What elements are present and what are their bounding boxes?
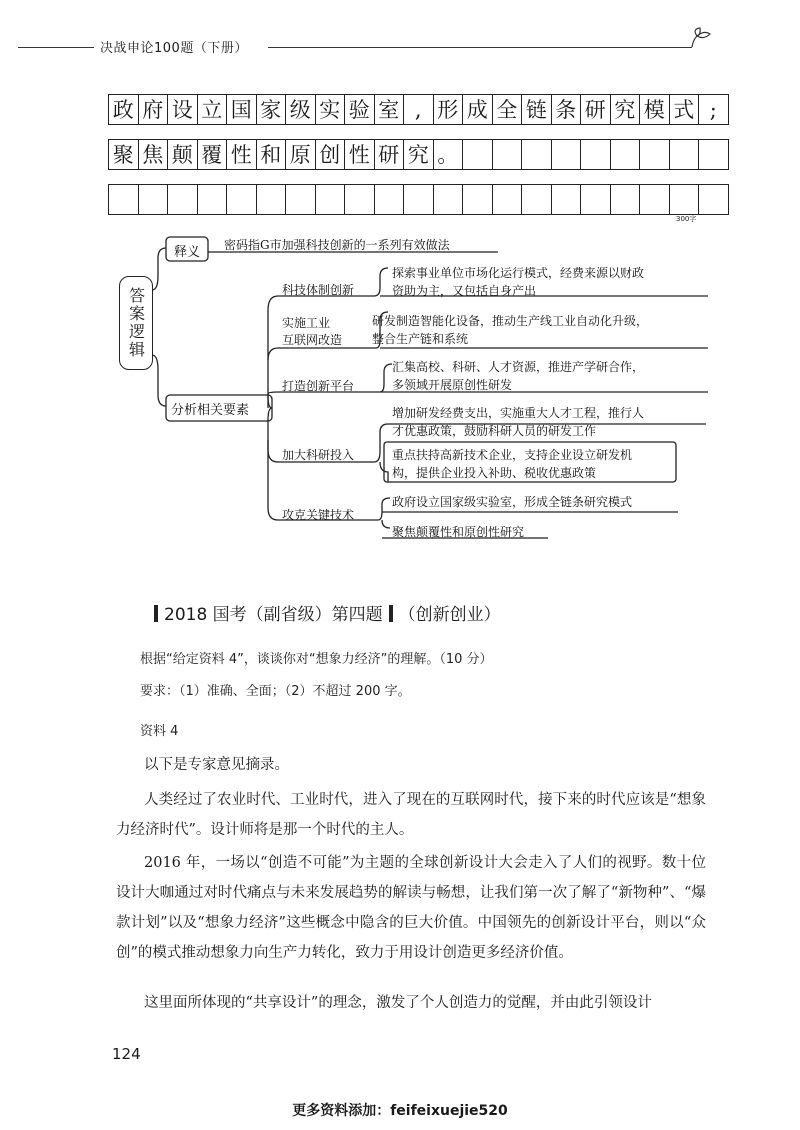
grid-cell: 性 <box>345 140 375 170</box>
grid-cell: 焦 <box>138 140 168 170</box>
section-topic: （创新创业） <box>398 605 501 625</box>
paragraph-text: 人类经过了农业时代、工业时代，进入了现在的互联网时代，接下来的时代应该是“想象力经济时代”。设计师将是那一个时代的主人。 <box>116 792 706 838</box>
grid-cell: 府 <box>138 95 168 125</box>
branch-label-innovation-platform: 打造创新平台 <box>282 379 355 393</box>
material-intro <box>116 750 706 780</box>
branch-text-line: 政府设立国家级实验室，形成全链条研究模式 <box>392 495 633 509</box>
grid-cell: 全 <box>492 95 522 125</box>
grid-cell: 验 <box>345 95 375 125</box>
question-text: 根据“给定资料 4”，谈谈你对“想象力经济”的理解。（10 分） <box>140 652 493 667</box>
paragraph-text: 这里面所体现的“共享设计”的理念，激发了个人创造力的觉醒，并由此引领设计 <box>144 995 652 1011</box>
section-heading <box>148 600 501 625</box>
footer-note: 更多资料添加：feifeixuejie520 <box>292 1103 508 1119</box>
grid-cell: 研 <box>581 95 611 125</box>
grid-cell: 国 <box>227 95 257 125</box>
grid-cell: 设 <box>168 95 198 125</box>
material-paragraph-3 <box>116 988 706 1018</box>
explain-label: 释义 <box>174 245 201 260</box>
branch-text-line: 构，提供企业投入补助、税收优惠政策 <box>392 466 597 480</box>
section-year-title: 2018 国考（副省级）第四题 <box>164 605 383 625</box>
paragraph-text: 2016 年，一场以“创造不可能”为主题的全球创新设计大会走入了人们的视野。数十位设计大咖通过对时代痛点与未来发展趋势的解读与畅想，让我们第一次了解了“新物种”、“爆款计划”以及“想象力经济”这些概念中隐含的巨大价值。中国领先的创新设计平台，则以“众创”的模式推动想象力向生产力转化，致力于用设计创造更多经济价值。 <box>116 855 706 961</box>
mind-map-root: 答案逻辑 <box>119 276 153 370</box>
branch-label-industrial-internet: 互联网改造 <box>282 333 343 347</box>
branch-text-line: 汇集高校、科研、人才资源，推进产学研合作， <box>392 360 645 374</box>
branch-label-research-investment: 加大科研投入 <box>282 448 355 462</box>
branch-text-line: 整合生产链和系统 <box>372 332 469 346</box>
word-count-mark: 300字 <box>676 215 697 223</box>
grid-cell: 。 <box>433 140 463 170</box>
grid-cell: 研 <box>374 140 404 170</box>
grid-cell: 究 <box>610 95 640 125</box>
grid-cell: 模 <box>640 95 670 125</box>
material-paragraph-1 <box>116 785 706 845</box>
heading-bar-right <box>389 605 393 622</box>
grid-cell: 成 <box>463 95 493 125</box>
grid-cell: 颠 <box>168 140 198 170</box>
branch-text-line: 探索事业单位市场化运行模式，经费来源以财政 <box>392 266 645 280</box>
heading-bar-left <box>154 605 158 622</box>
page-number: 124 <box>112 1045 141 1063</box>
material-label: 资料 4 <box>140 724 179 739</box>
grid-cell: 政 <box>109 95 139 125</box>
branch-text-line: 重点扶持高新技术企业，支持企业设立研发机 <box>392 448 633 462</box>
branch-text-line: 聚焦颠覆性和原创性研究 <box>392 525 525 539</box>
grid-cell: 式 <box>669 95 699 125</box>
grid-cell: 创 <box>315 140 345 170</box>
grid-cell: 家 <box>256 95 286 125</box>
material-paragraph-2 <box>116 848 706 968</box>
branch-label-industrial-internet: 实施工业 <box>282 316 331 330</box>
grid-cell: ; <box>699 95 729 125</box>
grid-cell: 和 <box>256 140 286 170</box>
branch-text-line: 多领域开展原创性研发 <box>392 378 513 392</box>
grid-cell: 条 <box>551 95 581 125</box>
branch-text-line: 研发制造智能化设备，推动生产线工业自动化升级， <box>372 314 649 328</box>
grid-cell: 室 <box>374 95 404 125</box>
requirements-text: 要求：（1）准确、全面；（2）不超过 200 字。 <box>140 684 411 699</box>
analysis-label: 分析相关要素 <box>171 403 250 418</box>
grid-cell: 级 <box>286 95 316 125</box>
grid-cell: 原 <box>286 140 316 170</box>
grid-cell: 链 <box>522 95 552 125</box>
branch-text-line: 资助为主，又包括自身产出 <box>392 284 537 298</box>
grid-cell: 形 <box>433 95 463 125</box>
branch-label-system-innovation: 科技体制创新 <box>282 283 355 297</box>
grid-cell: 实 <box>315 95 345 125</box>
grid-cell: 覆 <box>197 140 227 170</box>
branch-text-line: 增加研发经费支出，实施重大人才工程，推行人 <box>392 406 645 420</box>
grid-cell: 究 <box>404 140 434 170</box>
grid-cell: 性 <box>227 140 257 170</box>
explain-text: 密码指G市加强科技创新的一系列有效做法 <box>224 238 450 252</box>
running-header-title: 决战申论100题（下册） <box>100 41 248 56</box>
branch-label-key-technology: 攻克关键技术 <box>282 508 355 522</box>
grid-cell: 立 <box>197 95 227 125</box>
branch-text-line: 才优惠政策，鼓励科研人员的研发工作 <box>392 424 597 438</box>
grid-cell: , <box>404 95 434 125</box>
grid-cell: 聚 <box>109 140 139 170</box>
intro-text: 以下是专家意见摘录。 <box>144 757 289 773</box>
